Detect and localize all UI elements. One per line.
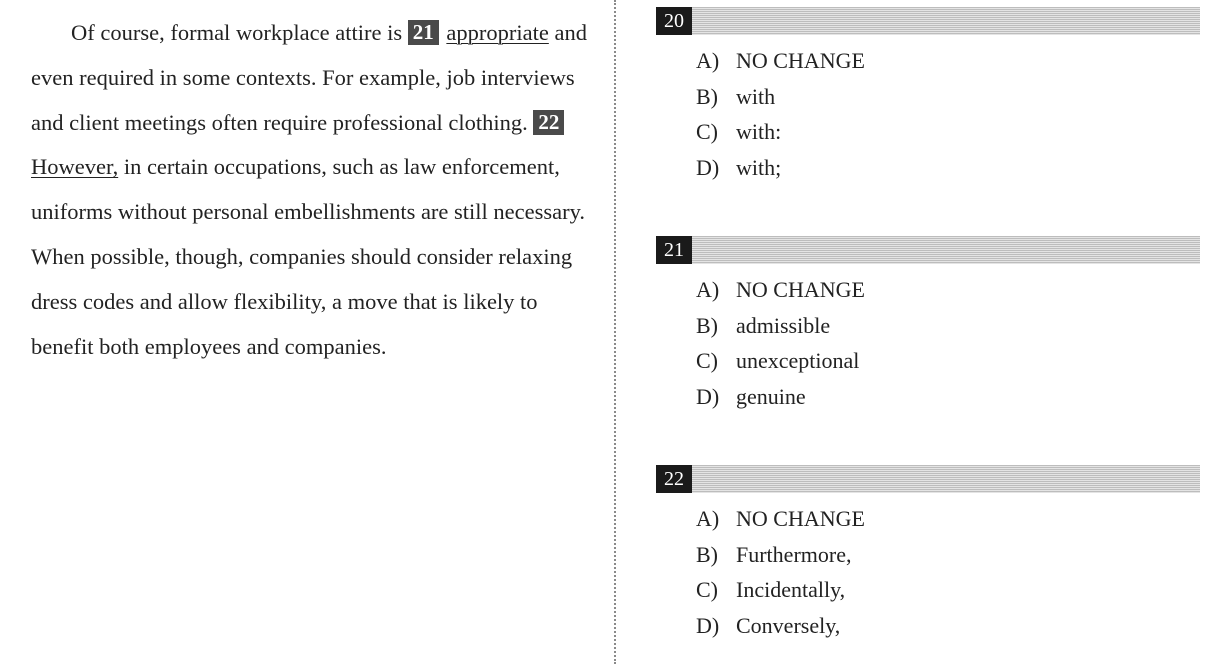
option-text: Incidentally, <box>736 577 846 603</box>
question-marker-22[interactable]: 22 <box>533 110 564 135</box>
option-letter: D) <box>696 613 720 639</box>
option-letter: A) <box>696 277 720 302</box>
option-text: NO CHANGE <box>736 506 865 531</box>
answer-options <box>656 43 1200 186</box>
passage-paragraph <box>31 11 591 369</box>
option-letter: B) <box>696 83 718 109</box>
option-letter: D) <box>696 384 720 410</box>
option-letter: D) <box>696 155 720 181</box>
underlined-phrase-22[interactable]: However, <box>31 154 119 180</box>
question-20 <box>656 7 1200 186</box>
answer-option-b[interactable] <box>696 308 1200 344</box>
option-text: NO CHANGE <box>736 277 865 302</box>
question-marker-21[interactable]: 21 <box>408 20 439 45</box>
answer-option-d[interactable] <box>696 150 1200 186</box>
underlined-phrase-21[interactable]: appropriate <box>446 20 549 45</box>
option-letter: B) <box>696 312 718 338</box>
answer-options <box>656 501 1200 644</box>
answer-option-c[interactable] <box>696 343 1200 379</box>
question-header <box>656 7 1200 35</box>
option-text: unexceptional <box>736 348 860 374</box>
option-letter: C) <box>696 577 718 603</box>
answer-option-b[interactable] <box>696 79 1200 115</box>
option-letter: B) <box>696 541 718 567</box>
option-text: with; <box>736 155 782 181</box>
column-divider <box>614 0 616 664</box>
answer-option-a[interactable] <box>696 501 1200 537</box>
question-header <box>656 465 1200 493</box>
answer-option-a[interactable] <box>696 43 1200 79</box>
question-number: 20 <box>656 7 692 35</box>
option-text: with <box>736 83 776 109</box>
option-text: admissible <box>736 312 831 338</box>
answer-option-d[interactable] <box>696 379 1200 415</box>
option-letter: C) <box>696 119 718 145</box>
option-letter: C) <box>696 348 718 374</box>
answer-options <box>656 272 1200 415</box>
passage <box>31 11 591 369</box>
passage-text: in certain occupations, such as law enforcement, uniforms without personal embellishments are still necessary. When possible, though, companies should consider relaxing dress codes and allow flexibility, a move that is likely to benefit both employees and companies. <box>31 154 586 359</box>
question-22 <box>656 465 1200 644</box>
option-text: genuine <box>736 384 806 410</box>
answer-option-d[interactable] <box>696 608 1200 644</box>
answer-option-c[interactable] <box>696 572 1200 608</box>
option-text: NO CHANGE <box>736 48 865 73</box>
question-21 <box>656 236 1200 415</box>
answer-option-a[interactable] <box>696 272 1200 308</box>
passage-text: and even required in some contexts. For example, job interviews and client meetings often require professional clothing. <box>31 20 587 135</box>
question-number: 22 <box>656 465 692 493</box>
passage-text: Of course, formal workplace attire is <box>71 20 408 45</box>
answer-option-c[interactable] <box>696 114 1200 150</box>
option-text: with: <box>736 119 782 145</box>
question-number: 21 <box>656 236 692 264</box>
option-letter: A) <box>696 48 720 73</box>
question-header <box>656 236 1200 264</box>
option-text: Conversely, <box>736 613 841 639</box>
answer-option-b[interactable] <box>696 537 1200 573</box>
option-text: Furthermore, <box>736 541 852 567</box>
option-letter: A) <box>696 506 720 531</box>
